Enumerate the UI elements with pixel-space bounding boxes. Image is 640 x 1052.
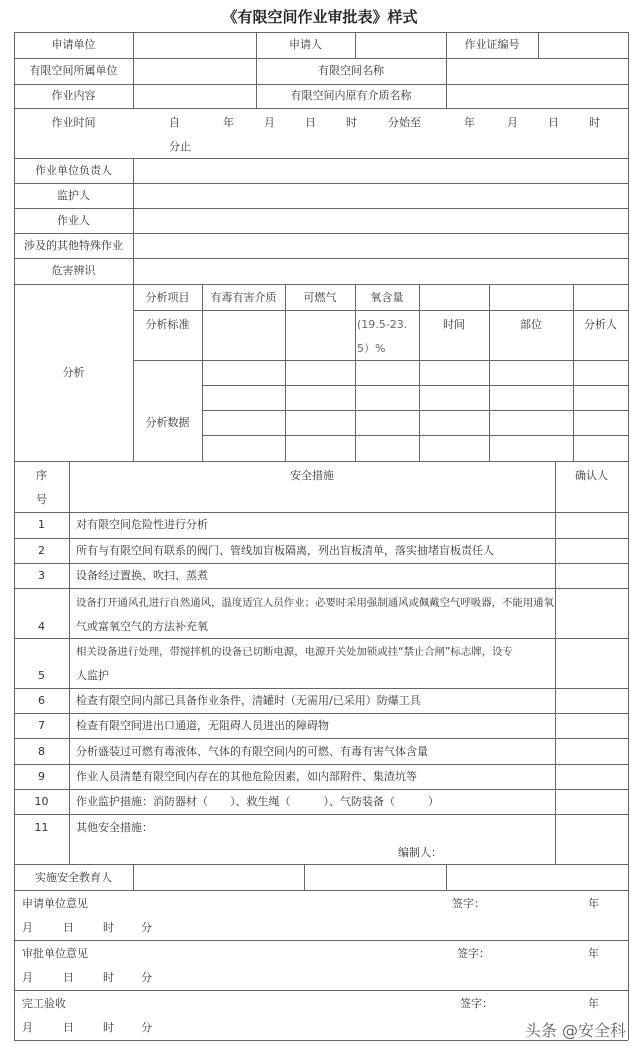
row-number: 2 — [38, 544, 45, 557]
row-number: 8 — [38, 745, 45, 758]
date-day: 日 — [63, 921, 74, 934]
confirmer-header: 确认人 — [575, 469, 608, 482]
analysis-standard-label: 分析标准 — [145, 318, 190, 331]
row-number: 6 — [38, 694, 45, 707]
approval-unit-opinion-label: 审批单位意见 — [22, 947, 88, 960]
safety-measure-text: 设备打开通风孔进行自然通风，温度适宜人员作业；必要时采用强制通风或佩戴空气呼吸器，不能用通氧 — [76, 597, 554, 609]
unit-leader-label: 作业单位负责人 — [35, 164, 112, 177]
time-day: 日 — [305, 116, 316, 129]
worker-label: 作业人 — [57, 214, 90, 227]
safety-measure-text: 检查有限空间进出口通道，无阻碍人员进出的障碍物 — [76, 719, 329, 732]
safety-measure-text: 分析盛装过可燃有毒液体、气体的有限空间内的可燃、有毒有害气体含量 — [76, 745, 428, 758]
safety-measure-text: 其他安全措施： — [76, 821, 153, 834]
safety-measure-text: 相关设备进行处理，带搅拌机的设备已切断电源，电源开关处加锁或挂“禁止合闸”标志牌，设专 — [76, 646, 513, 658]
date-year: 年 — [588, 897, 599, 910]
row-number: 5 — [38, 669, 45, 682]
oxygen-standard-line2: 5）% — [357, 342, 386, 355]
date-minute: 分 — [141, 971, 152, 984]
applicant-unit-label: 申请单位 — [51, 38, 96, 51]
analysis-data-label: 分析数据 — [145, 416, 190, 429]
document-title: 《有限空间作业审批表》样式 — [222, 8, 418, 26]
row-number: 1 — [38, 518, 45, 531]
safety-measure-text: 所有与有限空间有联系的阀门、管线加盲板隔离，列出盲板清单，落实抽堵盲板责任人 — [76, 544, 494, 557]
toxic-medium-column: 有毒有害介质 — [210, 291, 277, 304]
oxygen-content-column: 氧含量 — [370, 291, 404, 304]
seq-header-line2: 号 — [36, 493, 47, 506]
signature-label: 签字： — [452, 897, 485, 910]
oxygen-standard-line1: (19.5-23. — [357, 318, 408, 331]
date-year: 年 — [588, 997, 599, 1010]
completion-acceptance-label: 完工验收 — [22, 997, 66, 1010]
space-owner-unit-label: 有限空间所属单位 — [29, 64, 118, 77]
time-year-end: 年 — [464, 116, 475, 129]
safety-measure-text: 对有限空间危险性进行分析 — [76, 518, 208, 531]
date-day: 日 — [63, 971, 74, 984]
date-year: 年 — [588, 947, 599, 960]
time-hour-end: 时 — [589, 116, 600, 129]
source-watermark: 头条 @安全科 — [524, 1021, 626, 1040]
time-from: 自 — [169, 116, 180, 129]
safety-measure-text: 作业人员清楚有限空间内存在的其他危险因素，如内部附件、集渣坑等 — [76, 770, 417, 783]
medium-name-label: 有限空间内原有介质名称 — [290, 89, 412, 102]
safety-measure-text: 人监护 — [76, 669, 109, 682]
date-day: 日 — [63, 1021, 74, 1034]
safety-education-person-label: 实施安全教育人 — [35, 871, 112, 884]
analysis-item-label: 分析项目 — [145, 291, 190, 304]
applicant-unit-opinion-label: 申请单位意见 — [22, 897, 88, 910]
other-special-work-label: 涉及的其他特殊作业 — [24, 239, 123, 252]
safety-measure-text: 检查有限空间内部已具备作业条件，清罐时（无需用/已采用）防爆工具 — [76, 694, 421, 707]
analyst-column: 分析人 — [584, 318, 617, 331]
date-minute: 分 — [141, 1021, 152, 1034]
time-day-end: 日 — [548, 116, 559, 129]
hazard-identification-label: 危害辨识 — [51, 264, 96, 277]
row-number: 9 — [38, 770, 45, 783]
date-month: 月 — [22, 1021, 33, 1034]
signature-label: 签字： — [460, 997, 493, 1010]
row-number: 10 — [34, 795, 49, 808]
date-hour: 时 — [103, 921, 114, 934]
row-number: 11 — [34, 821, 49, 834]
permit-number-label: 作业证编号 — [464, 38, 520, 51]
date-hour: 时 — [103, 1021, 114, 1034]
date-month: 月 — [22, 971, 33, 984]
applicant-label: 申请人 — [289, 38, 322, 51]
guardian-label: 监护人 — [57, 189, 90, 202]
flammable-gas-column: 可燃气 — [303, 291, 337, 304]
time-minute-end: 分止 — [169, 140, 191, 153]
seq-header-line1: 序 — [36, 469, 47, 482]
date-minute: 分 — [141, 921, 152, 934]
compiler-label: 编制人： — [398, 846, 442, 859]
time-minute-to: 分始至 — [388, 116, 421, 129]
space-name-label: 有限空间名称 — [318, 64, 384, 77]
time-column: 时间 — [443, 318, 465, 331]
safety-measure-text: 作业监护措施：消防器材（ ）、救生绳（ ）、气防装备（ ） — [76, 795, 439, 808]
safety-measure-text: 设备经过置换、吹扫、蒸煮 — [76, 569, 208, 582]
signature-label: 签字： — [457, 947, 490, 960]
work-time-label: 作业时间 — [51, 116, 96, 129]
time-hour: 时 — [346, 116, 357, 129]
time-year: 年 — [223, 116, 234, 129]
analysis-label: 分析 — [62, 366, 85, 379]
safety-measure-text: 气或富氧空气的方法补充氧 — [76, 620, 208, 633]
date-hour: 时 — [103, 971, 114, 984]
row-number: 4 — [38, 620, 45, 633]
row-number: 3 — [38, 569, 45, 582]
position-column: 部位 — [520, 318, 542, 331]
time-month-end: 月 — [507, 116, 518, 129]
date-month: 月 — [22, 921, 33, 934]
time-month: 月 — [264, 116, 275, 129]
row-number: 7 — [38, 719, 45, 732]
safety-measures-header: 安全措施 — [290, 469, 334, 482]
work-content-label: 作业内容 — [51, 89, 96, 102]
